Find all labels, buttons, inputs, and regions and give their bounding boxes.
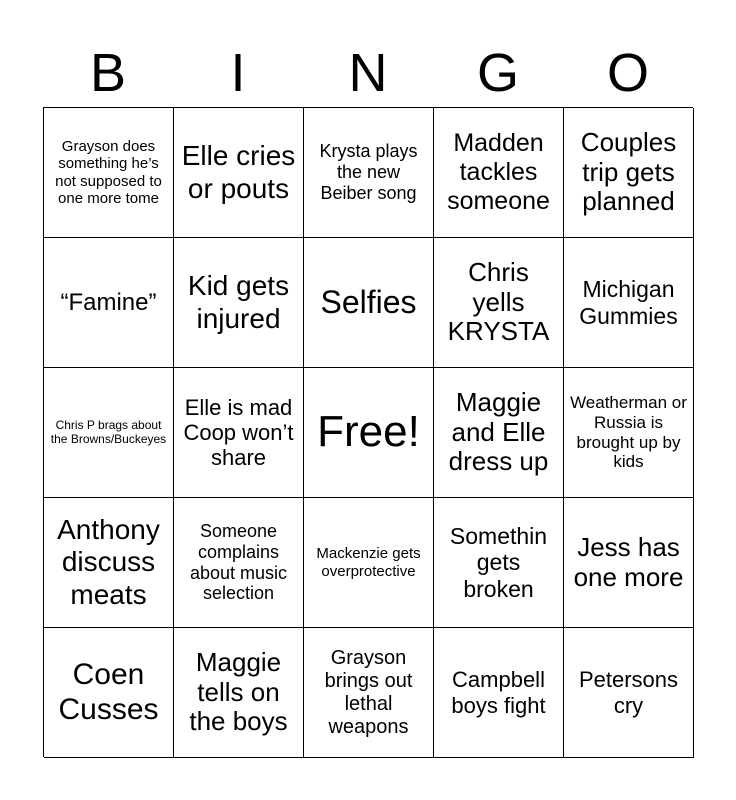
header-letter-o: O [606,43,649,103]
bingo-cell[interactable]: Maggie tells on the boys [174,628,304,758]
bingo-cell[interactable]: Petersons cry [564,628,694,758]
bingo-cell[interactable]: Grayson does something he’s not supposed to one more tome [44,108,174,238]
bingo-cell[interactable]: Somethin gets broken [434,498,564,628]
bingo-cell[interactable]: Maggie and Elle dress up [434,368,564,498]
bingo-cell[interactable]: Chris yells KRYSTA [434,238,564,368]
bingo-cell[interactable]: Kid gets injured [174,238,304,368]
free-space[interactable]: Free! [304,368,434,498]
bingo-cell[interactable]: Campbell boys fight [434,628,564,758]
bingo-header [43,38,693,108]
bingo-cell[interactable]: Couples trip gets planned [564,108,694,238]
bingo-cell[interactable]: Chris P brags about the Browns/Buckeyes [44,368,174,498]
bingo-cell[interactable]: Anthony discuss meats [44,498,174,628]
header-letter-b: B [89,43,127,103]
bingo-board [43,107,693,757]
bingo-cell[interactable]: Mackenzie gets overprotective [304,498,434,628]
bingo-cell[interactable]: Elle is mad Coop won’t share [174,368,304,498]
header-letter-i: I [230,43,246,103]
bingo-cell[interactable]: Jess has one more [564,498,694,628]
header-letter-n: N [348,43,388,103]
bingo-cell[interactable]: Madden tackles someone [434,108,564,238]
bingo-cell[interactable]: Elle cries or pouts [174,108,304,238]
bingo-cell[interactable]: Coen Cusses [44,628,174,758]
bingo-cell[interactable]: Weatherman or Russia is brought up by kids [564,368,694,498]
bingo-cell[interactable]: Krysta plays the new Beiber song [304,108,434,238]
bingo-cell[interactable]: Someone complains about music selection [174,498,304,628]
bingo-cell[interactable]: Grayson brings out lethal weapons [304,628,434,758]
bingo-cell[interactable]: “Famine” [44,238,174,368]
header-letter-g: G [476,43,519,103]
bingo-cell[interactable]: Selfies [304,238,434,368]
bingo-cell[interactable]: Michigan Gummies [564,238,694,368]
